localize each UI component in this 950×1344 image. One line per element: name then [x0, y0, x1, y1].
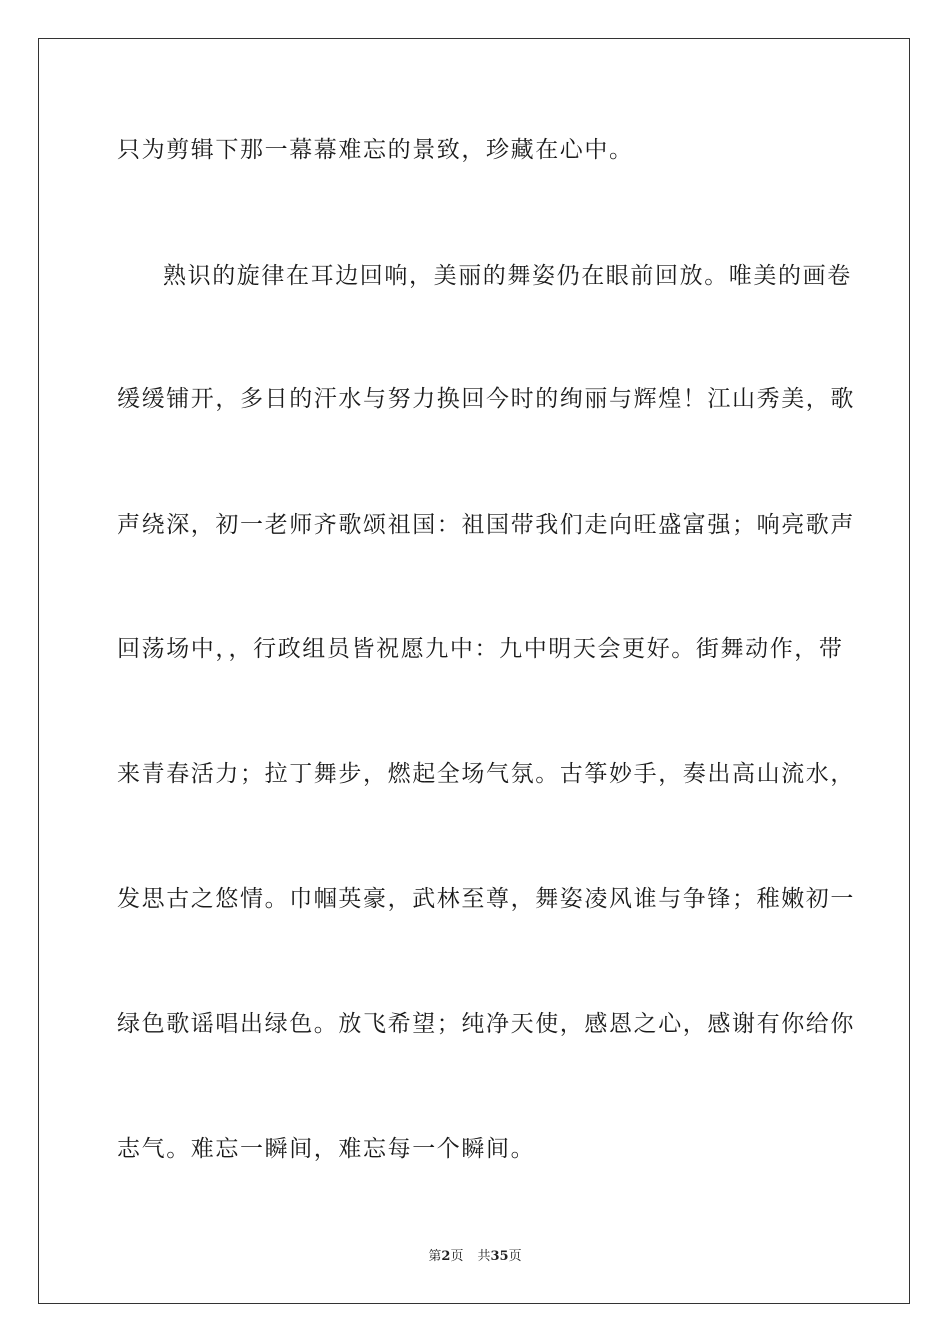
- total-pages: 35: [490, 1249, 509, 1264]
- paragraph-line: 绿色歌谣唱出绿色。放飞希望；纯净天使，感恩之心，感谢有你给你: [117, 1011, 855, 1037]
- paragraph-line: 回荡场中，，行政组员皆祝愿九中：九中明天会更好。街舞动作，带: [117, 636, 844, 662]
- paragraph-line: 只为剪辑下那一幕幕难忘的景致，珍藏在心中。: [117, 137, 634, 163]
- paragraph-line: 声绕深，初一老师齐歌颂祖国：祖国带我们走向旺盛富强；响亮歌声: [117, 512, 855, 538]
- paragraph-line: 来青春活力；拉丁舞步，燃起全场气氛。古筝妙手，奏出高山流水，: [117, 761, 855, 787]
- page-number-label: [428, 1249, 463, 1264]
- paragraph-line: 志气。难忘一瞬间，难忘每一个瞬间。: [117, 1136, 536, 1162]
- total-pages-label: [477, 1249, 521, 1264]
- page-footer: [0, 1248, 950, 1266]
- page-number: 2: [441, 1249, 451, 1264]
- paragraph-line: 缓缓铺开，多日的汗水与努力换回今时的绚丽与辉煌！江山秀美，歌: [117, 386, 855, 412]
- paragraph-line: 熟识的旋律在耳边回响，美丽的舞姿仍在眼前回放。唯美的画卷: [163, 263, 852, 289]
- page-border: [38, 38, 910, 1304]
- page-suffix: 页: [450, 1249, 464, 1264]
- paragraph-line: 发思古之悠情。巾帼英豪，武林至尊，舞姿凌风谁与争锋；稚嫩初一: [117, 886, 855, 912]
- page-prefix: 第: [428, 1249, 442, 1264]
- total-prefix: 共: [477, 1249, 491, 1264]
- total-suffix: 页: [508, 1249, 522, 1264]
